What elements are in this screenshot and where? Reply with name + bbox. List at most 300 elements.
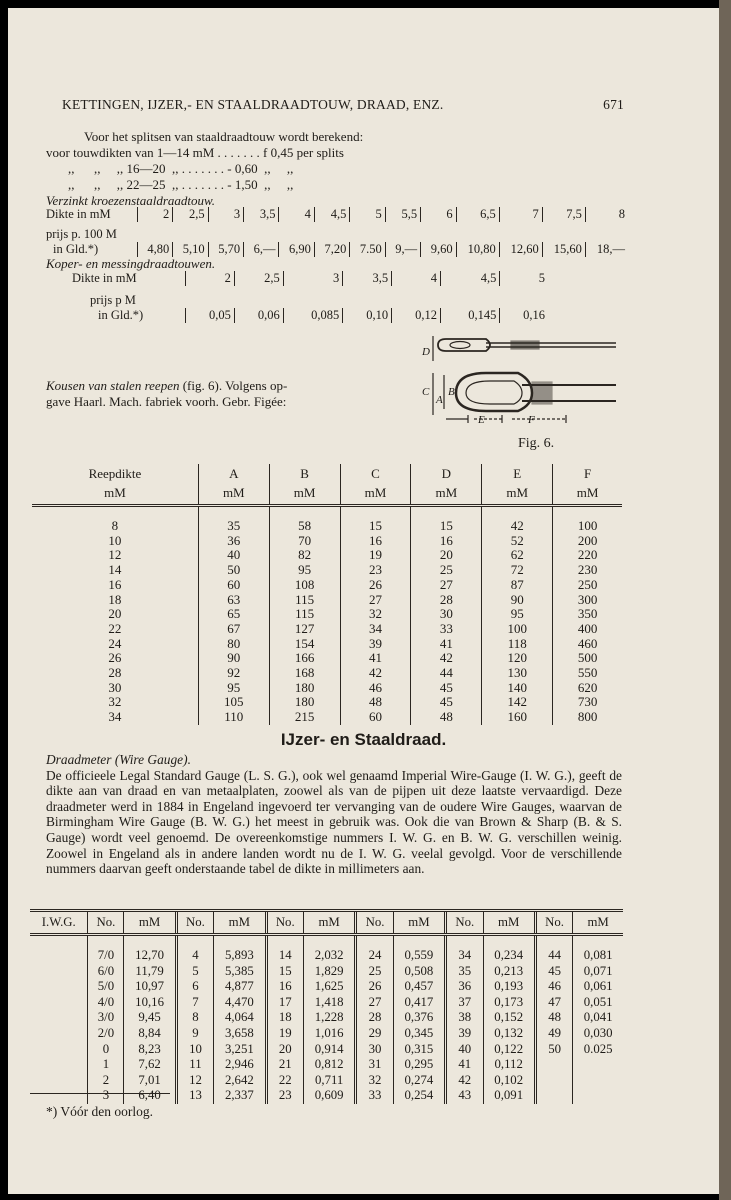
gauge-mm <box>573 1057 623 1073</box>
gauge-mm: 0,193 <box>483 979 535 995</box>
gauge-number: 15 <box>266 964 303 980</box>
gauge-number <box>535 1088 572 1104</box>
prijs-cell: 0,05 <box>186 308 235 323</box>
gauge-number: 23 <box>266 1088 303 1104</box>
prijs-cell: 0,145 <box>440 308 499 323</box>
table-cell: 44 <box>411 666 482 681</box>
table-row <box>32 593 622 608</box>
column-header: C <box>340 464 411 483</box>
table-cell: 34 <box>340 622 411 637</box>
table-cell: 100 <box>553 506 622 534</box>
table-cell: 115 <box>269 593 340 608</box>
column-header: B <box>269 464 340 483</box>
gauge-number: 39 <box>446 1026 483 1042</box>
row-label: Dikte in mM <box>46 207 111 221</box>
prijs-cell: 12,60 <box>499 242 542 257</box>
table-row <box>30 1042 623 1058</box>
gauge-mm: 0,812 <box>303 1057 355 1073</box>
gauge-number: 12 <box>176 1073 213 1089</box>
kousen-line <box>46 378 287 394</box>
table-cell: 41 <box>411 637 482 652</box>
table-cell: 70 <box>269 534 340 549</box>
table-cell: 40 <box>198 548 269 563</box>
gauge-mm: 2,032 <box>303 935 355 964</box>
table-cell: 67 <box>198 622 269 637</box>
gauge-mm: 0,041 <box>573 1010 623 1026</box>
table-row <box>30 1073 623 1089</box>
section-title: IJzer- en Staaldraad. <box>280 730 447 749</box>
table-row <box>32 695 622 710</box>
gauge-mm: 2,337 <box>214 1088 266 1104</box>
gauge-mm: 12,70 <box>124 935 176 964</box>
gauge-number: 4/0 <box>88 995 124 1011</box>
gauge-mm: 7,62 <box>124 1057 176 1073</box>
gauge-number: 13 <box>176 1088 213 1104</box>
gauge-mm: 5,385 <box>214 964 266 980</box>
gauge-number: 6 <box>176 979 213 995</box>
table-row <box>32 637 622 652</box>
table-cell: 48 <box>411 710 482 725</box>
column-header: mM <box>214 911 266 935</box>
table-row <box>32 666 622 681</box>
table-cell: 48 <box>340 695 411 710</box>
book-page <box>8 8 719 1194</box>
table-cell: 90 <box>198 651 269 666</box>
table-cell: 42 <box>340 666 411 681</box>
gauge-number: 3/0 <box>88 1010 124 1026</box>
table-row <box>32 506 622 534</box>
gauge-number: 31 <box>356 1057 393 1073</box>
row-label: in Gld.*) <box>53 242 99 256</box>
table-row <box>30 964 623 980</box>
iwg-table <box>30 909 623 1104</box>
gauge-number: 24 <box>356 935 393 964</box>
gauge-number: 6/0 <box>88 964 124 980</box>
table-cell: 142 <box>482 695 553 710</box>
splits-line: ,, ,, ,, 22—25 ,, . . . . . . . - 1,50 ,, ,, <box>68 177 294 192</box>
table-cell: 32 <box>108 694 122 710</box>
column-header: mM <box>553 483 622 506</box>
table-cell: 41 <box>340 651 411 666</box>
table-cell: 730 <box>553 695 622 710</box>
table-cell: 215 <box>269 710 340 725</box>
table-cell: 28 <box>411 593 482 608</box>
column-header: Reepdikte <box>88 466 142 481</box>
table-cell: 118 <box>482 637 553 652</box>
gauge-mm: 0,102 <box>483 1073 535 1089</box>
gauge-mm: 0,234 <box>483 935 535 964</box>
column-header: No. <box>535 911 572 935</box>
table-cell: 95 <box>198 681 269 696</box>
table-cell: 58 <box>269 506 340 534</box>
gauge-number: 7/0 <box>88 935 124 964</box>
gauge-number: 46 <box>535 979 572 995</box>
dikte-cell: 3,5 <box>244 207 279 222</box>
header-row <box>32 464 622 483</box>
prijs-cell: 0,085 <box>283 308 342 323</box>
gauge-number: 2/0 <box>88 1026 124 1042</box>
dikte-cell: 7 <box>499 207 542 222</box>
gauge-mm: 0,457 <box>393 979 445 995</box>
table-cell: 16 <box>108 576 122 592</box>
table-cell: 20 <box>411 548 482 563</box>
dikte-cell: 8 <box>585 207 628 222</box>
gauge-mm: 0,051 <box>573 995 623 1011</box>
column-header: mM <box>198 483 269 506</box>
table-cell: 46 <box>340 681 411 696</box>
dikte-cell: 2,5 <box>234 271 283 286</box>
table-cell: 10 <box>108 532 122 548</box>
table-cell: 34 <box>108 709 122 725</box>
gauge-number <box>535 1057 572 1073</box>
gauge-number: 7 <box>176 995 213 1011</box>
gauge-mm: 1,228 <box>303 1010 355 1026</box>
gauge-mm: 0,132 <box>483 1026 535 1042</box>
table-cell: 80 <box>198 637 269 652</box>
draadmeter-paragraph: De officieele Legal Standard Gauge (L. S. G.), ook wel genaamd Imperial Wire-Gauge (I. W. G.), geeft de dikte aan van draad en van metaalplaten, zoowel als van de pijpen uit deze laatste vervaardigd. Deze draadmeter werd in 1884 in Engeland ingevoerd ter vervanging van de oudere Wire Gauges, waarvan de Birmingham Wire Gauge (B. W. G.) het meest in gebruik was. Ook die van Brown & Sharp (B. & S. Gauge) wordt veel genoemd. De overeenkomstige nummers I. W. G. en B. W. G. verschillen weinig. Zoowel in Engeland als in andere landen wordt nu de I. W. G. veelal gevolgd. Voor de verschillende nummers daarvan geeft onderstaande tabel de dikte in millimeters aan. <box>46 767 622 877</box>
gauge-number: 47 <box>535 995 572 1011</box>
dikte-cell: 2 <box>137 207 172 222</box>
prijs-cell: 18,— <box>585 242 628 257</box>
gauge-mm: 0.025 <box>573 1042 623 1058</box>
table-cell: 220 <box>553 548 622 563</box>
table-row <box>30 1010 623 1026</box>
gauge-number: 36 <box>446 979 483 995</box>
prijs-cell: 7.50 <box>350 242 385 257</box>
spacer-cell <box>30 1026 88 1042</box>
column-header: No. <box>356 911 393 935</box>
draadmeter-heading <box>46 752 622 768</box>
gauge-mm: 10,16 <box>124 995 176 1011</box>
gauge-mm: 0,315 <box>393 1042 445 1058</box>
kousen-italic: Kousen van stalen reepen <box>46 378 180 393</box>
gauge-number: 43 <box>446 1088 483 1104</box>
gauge-number: 41 <box>446 1057 483 1073</box>
spacer-cell <box>30 1073 88 1089</box>
table-cell: 108 <box>269 578 340 593</box>
table-cell: 140 <box>482 681 553 696</box>
column-header: A <box>198 464 269 483</box>
gauge-mm: 0,254 <box>393 1088 445 1104</box>
column-header: No. <box>176 911 213 935</box>
table-cell: 400 <box>553 622 622 637</box>
gauge-number: 27 <box>356 995 393 1011</box>
table-cell: 87 <box>482 578 553 593</box>
gauge-number: 18 <box>266 1010 303 1026</box>
dikte-cell: 2 <box>186 271 235 286</box>
column-header: mM <box>393 911 445 935</box>
prijs-cell: 0,06 <box>234 308 283 323</box>
table-cell: 20 <box>108 606 122 622</box>
koper-prijs-row <box>48 308 548 323</box>
column-header: mM <box>124 911 176 935</box>
table-cell: 90 <box>482 593 553 608</box>
gauge-mm: 1,829 <box>303 964 355 980</box>
fig-label-f: F <box>528 414 535 426</box>
gauge-mm: 7,01 <box>124 1073 176 1089</box>
table-cell: 127 <box>269 622 340 637</box>
gauge-mm: 0,081 <box>573 935 623 964</box>
gauge-number: 38 <box>446 1010 483 1026</box>
table-cell: 25 <box>411 563 482 578</box>
figure-caption: Fig. 6. <box>518 436 555 451</box>
table-cell: 50 <box>198 563 269 578</box>
table-cell: 24 <box>108 635 122 651</box>
table-cell: 168 <box>269 666 340 681</box>
table-cell: 33 <box>411 622 482 637</box>
gauge-mm <box>573 1088 623 1104</box>
table-cell: 95 <box>482 607 553 622</box>
table-row <box>32 563 622 578</box>
table-cell: 110 <box>198 710 269 725</box>
column-header: mM <box>573 911 623 935</box>
gauge-number: 30 <box>356 1042 393 1058</box>
gauge-mm: 10,97 <box>124 979 176 995</box>
fig-label-c: C <box>422 386 430 398</box>
table-cell: 15 <box>411 506 482 534</box>
table-row <box>32 548 622 563</box>
column-header: mM <box>32 483 198 506</box>
table-cell: 35 <box>198 506 269 534</box>
gauge-number: 32 <box>356 1073 393 1089</box>
spacer-cell <box>30 935 88 964</box>
gauge-number: 2 <box>88 1073 124 1089</box>
table-cell: 230 <box>553 563 622 578</box>
gauge-mm: 0,152 <box>483 1010 535 1026</box>
verzinkt-label-row <box>43 222 628 242</box>
table-cell: 23 <box>340 563 411 578</box>
gauge-mm: 0,559 <box>393 935 445 964</box>
prijs-cell: 9,60 <box>421 242 456 257</box>
table-cell: 160 <box>482 710 553 725</box>
gauge-number: 1 <box>88 1057 124 1073</box>
gauge-mm: 0,071 <box>573 964 623 980</box>
dikte-cell: 5 <box>500 271 548 286</box>
column-header: No. <box>266 911 303 935</box>
table-cell: 60 <box>198 578 269 593</box>
gauge-mm: 0,213 <box>483 964 535 980</box>
koper-price-table <box>48 271 548 323</box>
table-cell: 15 <box>340 506 411 534</box>
table-cell: 250 <box>553 578 622 593</box>
table-cell: 72 <box>482 563 553 578</box>
gauge-number: 29 <box>356 1026 393 1042</box>
table-cell: 45 <box>411 681 482 696</box>
gauge-number: 9 <box>176 1026 213 1042</box>
gauge-mm: 0,508 <box>393 964 445 980</box>
table-row <box>32 534 622 549</box>
prijs-cell: 5,10 <box>173 242 208 257</box>
table-row <box>30 1026 623 1042</box>
dikte-cell: 4,5 <box>440 271 499 286</box>
table-cell: 550 <box>553 666 622 681</box>
kousen-line: gave Haarl. Mach. fabriek voorh. Gebr. Figée: <box>46 394 287 409</box>
table-row <box>30 995 623 1011</box>
table-cell: 154 <box>269 637 340 652</box>
gauge-mm: 0,711 <box>303 1073 355 1089</box>
table-cell: 8 <box>111 518 119 533</box>
gauge-mm: 2,946 <box>214 1057 266 1073</box>
gauge-mm: 6,40 <box>124 1088 176 1104</box>
table-row <box>30 935 623 964</box>
gauge-mm: 8,84 <box>124 1026 176 1042</box>
table-cell: 180 <box>269 695 340 710</box>
table-row <box>32 607 622 622</box>
table-cell: 166 <box>269 651 340 666</box>
gauge-number: 35 <box>446 964 483 980</box>
verzinkt-prijs-row <box>43 242 628 257</box>
dikte-cell: 6 <box>421 207 456 222</box>
kousen-rest: (fig. 6). Volgens op- <box>179 378 288 393</box>
dikte-cell: 3 <box>283 271 342 286</box>
column-header: E <box>482 464 553 483</box>
gauge-mm: 9,45 <box>124 1010 176 1026</box>
footnote: *) Vóór den oorlog. <box>46 1104 153 1119</box>
table-cell: 16 <box>340 534 411 549</box>
table-cell: 18 <box>108 591 122 607</box>
column-header: mM <box>411 483 482 506</box>
gauge-mm: 0,609 <box>303 1088 355 1104</box>
gauge-mm: 4,064 <box>214 1010 266 1026</box>
gauge-mm: 4,470 <box>214 995 266 1011</box>
thimble-figure <box>416 333 626 433</box>
gauge-number: 45 <box>535 964 572 980</box>
prijs-cell: 0,12 <box>392 308 441 323</box>
gauge-mm: 0,091 <box>483 1088 535 1104</box>
table-cell: 28 <box>108 665 122 681</box>
gauge-mm: 0,274 <box>393 1073 445 1089</box>
column-header: mM <box>340 483 411 506</box>
table-cell: 180 <box>269 681 340 696</box>
prijs-cell: 6,— <box>244 242 279 257</box>
gauge-mm: 11,79 <box>124 964 176 980</box>
gauge-mm: 3,251 <box>214 1042 266 1058</box>
table-cell: 12 <box>108 547 122 563</box>
gauge-number: 49 <box>535 1026 572 1042</box>
table-cell: 30 <box>411 607 482 622</box>
verzinkt-price-table <box>43 207 628 257</box>
gauge-number: 5 <box>176 964 213 980</box>
prijs-cell: 9,— <box>385 242 420 257</box>
column-header: mM <box>483 911 535 935</box>
gauge-mm: 5,893 <box>214 935 266 964</box>
gauge-number: 48 <box>535 1010 572 1026</box>
table-cell: 120 <box>482 651 553 666</box>
prijs-cell: 4,80 <box>137 242 172 257</box>
table-cell: 350 <box>553 607 622 622</box>
dikte-cell: 4 <box>392 271 441 286</box>
gauge-number: 20 <box>266 1042 303 1058</box>
table-cell: 95 <box>269 563 340 578</box>
table-row <box>32 578 622 593</box>
koper-dikte-row <box>48 271 548 286</box>
gauge-number <box>535 1073 572 1089</box>
fig-label-e: E <box>478 414 485 426</box>
gauge-number: 22 <box>266 1073 303 1089</box>
gauge-number: 33 <box>356 1088 393 1104</box>
gauge-number: 19 <box>266 1026 303 1042</box>
gauge-mm: 1,016 <box>303 1026 355 1042</box>
table-cell: 16 <box>411 534 482 549</box>
gauge-number: 40 <box>446 1042 483 1058</box>
row-label: in Gld.*) <box>98 308 144 322</box>
column-header: mM <box>482 483 553 506</box>
gauge-mm: 0,914 <box>303 1042 355 1058</box>
gauge-number: 42 <box>446 1073 483 1089</box>
table-cell: 500 <box>553 651 622 666</box>
gauge-number: 0 <box>88 1042 124 1058</box>
table-row <box>30 1088 623 1104</box>
dikte-cell: 4 <box>279 207 314 222</box>
gauge-number: 37 <box>446 995 483 1011</box>
table-cell: 60 <box>340 710 411 725</box>
header-title: KETTINGEN, IJZER,- EN STAALDRAADTOUW, DRAAD, ENZ. <box>62 97 444 112</box>
koper-title: Koper- en messingdraadtouwen. <box>46 256 216 271</box>
row-label: prijs p M <box>90 293 136 307</box>
spacer-cell <box>30 964 88 980</box>
table-cell: 65 <box>198 607 269 622</box>
column-header: I.W.G. <box>30 911 88 935</box>
gauge-mm: 0,061 <box>573 979 623 995</box>
gauge-number: 10 <box>176 1042 213 1058</box>
table-cell: 42 <box>482 506 553 534</box>
gauge-mm: 0,030 <box>573 1026 623 1042</box>
koper-label-row <box>48 286 548 308</box>
dikte-cell: 3,5 <box>343 271 392 286</box>
fig-label-b: B <box>448 386 455 398</box>
row-label: Dikte in mM <box>72 271 137 285</box>
footnote-rule <box>30 1093 170 1094</box>
fig-label-d: D <box>422 346 430 358</box>
column-header: No. <box>446 911 483 935</box>
spacer-cell <box>30 995 88 1011</box>
table-row <box>32 622 622 637</box>
prijs-cell: 7,20 <box>314 242 349 257</box>
splits-line: voor touwdikten van 1—14 mM . . . . . . . f 0,45 per splits <box>46 145 344 160</box>
gauge-mm: 1,418 <box>303 995 355 1011</box>
table-cell: 115 <box>269 607 340 622</box>
gauge-mm: 1,625 <box>303 979 355 995</box>
gauge-number: 17 <box>266 995 303 1011</box>
table-cell: 42 <box>411 651 482 666</box>
table-cell: 14 <box>108 562 122 578</box>
table-row <box>32 681 622 696</box>
dikte-cell: 5 <box>350 207 385 222</box>
table-cell: 26 <box>108 650 122 666</box>
page-number: 671 <box>603 97 624 112</box>
table-cell: 39 <box>340 637 411 652</box>
gauge-number: 8 <box>176 1010 213 1026</box>
verzinkt-dikte-row <box>43 207 628 222</box>
gauge-mm: 0,376 <box>393 1010 445 1026</box>
gauge-mm: 0,122 <box>483 1042 535 1058</box>
gauge-number: 28 <box>356 1010 393 1026</box>
reep-table <box>32 464 622 725</box>
gauge-number: 3 <box>88 1088 124 1104</box>
prijs-cell: 0,10 <box>343 308 392 323</box>
gauge-number: 4 <box>176 935 213 964</box>
dikte-cell: 2,5 <box>173 207 208 222</box>
prijs-cell: 5,70 <box>208 242 243 257</box>
table-cell: 27 <box>340 593 411 608</box>
spacer-cell <box>30 1057 88 1073</box>
gauge-number: 50 <box>535 1042 572 1058</box>
gauge-mm: 0,112 <box>483 1057 535 1073</box>
gauge-mm: 3,658 <box>214 1026 266 1042</box>
table-cell: 82 <box>269 548 340 563</box>
prijs-cell: 10,80 <box>456 242 499 257</box>
table-cell: 22 <box>108 620 122 636</box>
